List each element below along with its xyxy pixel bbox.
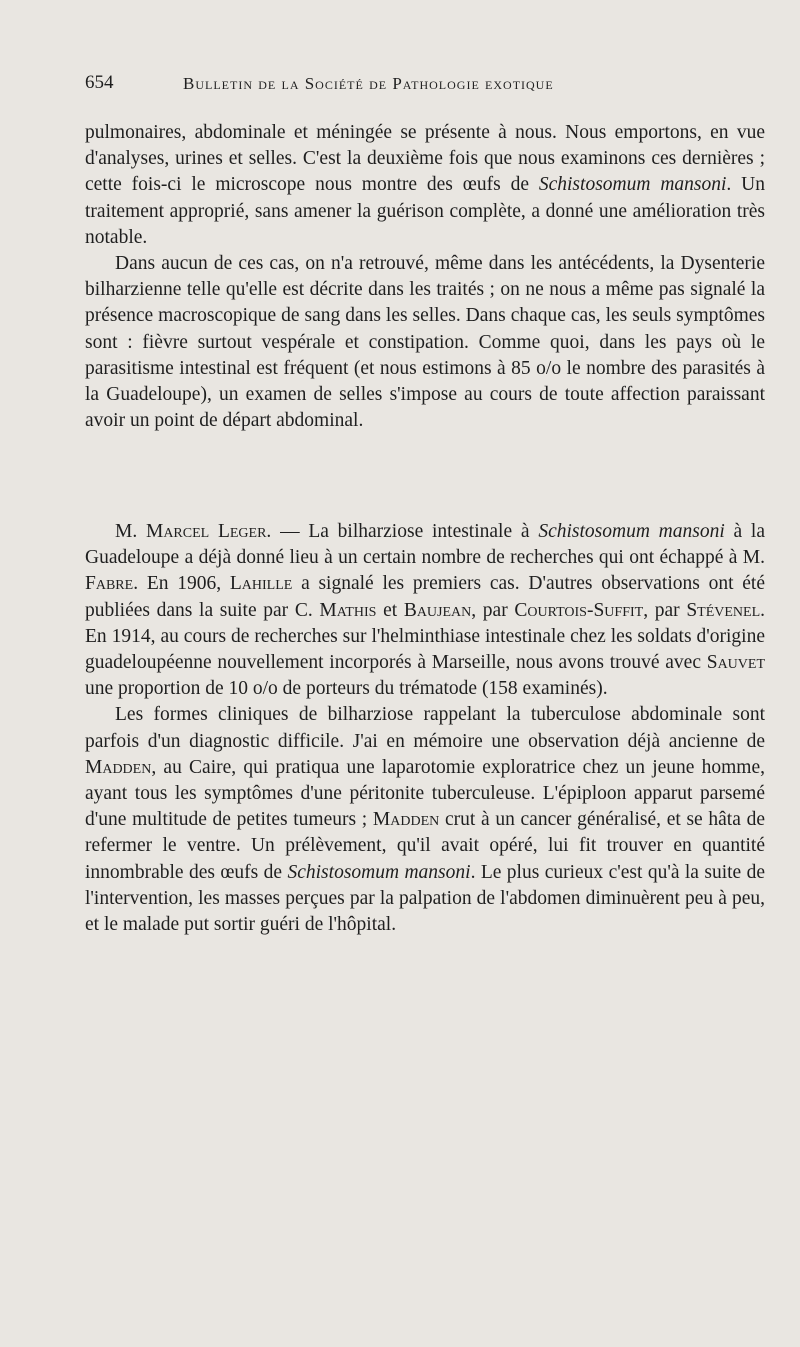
- paragraph-leger-intro: [85, 519, 765, 702]
- speaker-name: M. Marcel Leger.: [115, 521, 272, 542]
- author-name: Madden: [372, 809, 440, 831]
- page-number: 654: [85, 72, 114, 93]
- text-block-leger: [85, 519, 765, 938]
- paragraph-continued: [85, 120, 765, 251]
- text-run: une proportion de 10 o/o de porteurs du trématode (158 examinés).: [85, 678, 608, 700]
- text-run: crut à un cancer généralisé, et se hâta de refermer le ventre. Un prélèvement, qu'il avait opéré, lui fit trouver en quantité innombrable des œufs de: [85, 809, 765, 883]
- author-name: Courtois-Suffit: [514, 599, 644, 621]
- text-run: et: [376, 599, 404, 621]
- author-name: Sauvet: [706, 652, 765, 674]
- text-block-continuation: [85, 120, 765, 434]
- author-name: Stévenel: [686, 599, 761, 621]
- paragraph: Dans aucun de ces cas, on n'a retrouvé, même dans les antécédents, la Dysenterie bilharzienne telle qu'elle est décrite dans les traités ; on ne nous a même pas signalé la présence macroscopique de sang dans les selles. Dans chaque cas, les seuls symptômes sont : fièvre surtout vespérale et constipation. Comme quoi, dans les pays où le parasitisme intestinal est fréquent (et nous estimons à 85 o/o le nombre des parasités à la Guadeloupe), un examen de selles s'impose au cours de toute affection paraissant avoir un point de départ abdominal.: [85, 253, 765, 432]
- species-name: Schistosomum mansoni: [538, 174, 727, 196]
- author-name: Baujean: [403, 599, 472, 621]
- author-name: Fabre: [85, 573, 134, 595]
- text-run: , au Caire, qui pratiqua une laparotomie exploratrice chez un jeune homme, ayant tous les symptômes d'une péritonite tuberculeuse. L'épiploon apparut parsemé d'une multitude de petites tumeurs ;: [85, 756, 765, 831]
- text-run: à la Guadeloupe a déjà donné lieu à un certain nombre de recherches qui ont échappé à M.: [85, 521, 766, 569]
- text-run: . En 1914, au cours de recherches sur l'helminthiase intestinale chez les soldats d'origine guadeloupéenne nouvellement incorporés à Marseille, nous avons trouvé avec: [85, 599, 766, 674]
- text-run: Les formes cliniques de bilharziose rappelant la tuberculose abdominale sont parfois d'un diagnostic difficile. J'ai en mémoire une observation déjà ancienne de: [85, 704, 765, 752]
- text-run: — La bilharziose intestinale à: [271, 521, 539, 542]
- text-run: . Le plus curieux c'est qu'à la suite de l'intervention, les masses perçues par la palpation de l'abdomen diminuèrent peu à peu, et le malade put sortir guéri de l'hôpital.: [85, 861, 765, 936]
- author-name: Lahille: [229, 573, 293, 595]
- text-run: pulmonaires, abdominale et méningée se présente à nous. Nous emportons, en vue d'analyses, urines et selles. C'est la deuxième fois que nous examinons ces dernières ; cette fois-ci le microscope nous montre des œufs de: [85, 122, 765, 196]
- author-name: Mathis: [319, 599, 377, 621]
- page-header: [85, 72, 765, 102]
- running-title: Bulletin de la Société de Pathologie exotique: [183, 74, 554, 93]
- text-run: , par: [643, 599, 687, 621]
- text-run: . En 1906,: [133, 573, 230, 595]
- species-name: Schistosomum mansoni: [287, 861, 471, 883]
- text-run: , par: [471, 599, 515, 621]
- text-run: . Un traitement approprié, sans amener la guérison complète, a donné une amélioration très notable.: [85, 174, 766, 248]
- species-name: Schistosomum mansoni: [538, 521, 725, 542]
- text-run: a signalé les premiers cas. D'autres observations ont été publiées dans la suite par C.: [85, 573, 765, 621]
- paragraph-clinical: [85, 702, 765, 938]
- author-name: Madden: [85, 756, 152, 778]
